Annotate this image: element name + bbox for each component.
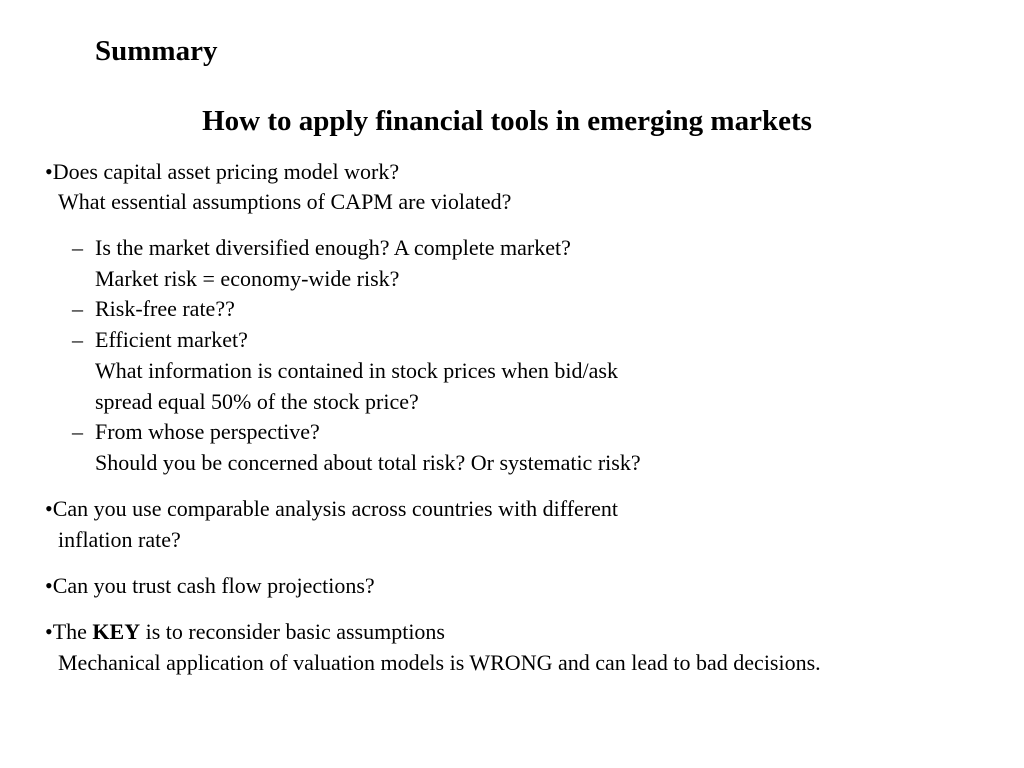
sub-bullet-perspective-continuation: Should you be concerned about total risk? Or systematic risk? xyxy=(95,450,641,475)
bullet-comparable-analysis-continuation: inflation rate? xyxy=(58,527,181,552)
sub-bullet-efficient-market xyxy=(72,325,248,355)
sub-bullet-diversified xyxy=(72,233,571,263)
bullet-capm-continuation: What essential assumptions of CAPM are violated? xyxy=(58,189,512,214)
bullet-marker: • xyxy=(45,619,53,644)
sub-bullet-perspective-text: From whose perspective? xyxy=(95,419,320,444)
sub-bullet-risk-free xyxy=(72,294,235,324)
sub-bullet-diversified-continuation: Market risk = economy-wide risk? xyxy=(95,266,400,291)
bullet-marker: • xyxy=(45,496,53,521)
bullet-capm-text: Does capital asset pricing model work? xyxy=(52,159,400,184)
bullet-marker: • xyxy=(45,573,53,598)
slide-heading: Summary xyxy=(95,35,218,67)
dash-marker: – xyxy=(72,296,83,321)
bullet-key-continuation: Mechanical application of valuation models is WRONG and can lead to bad decisions. xyxy=(58,650,821,675)
bullet-key-emphasis: KEY xyxy=(92,619,141,644)
bullet-cash-flow xyxy=(45,571,375,601)
dash-marker: – xyxy=(72,419,83,444)
sub-bullet-efficient-market-continuation-2: spread equal 50% of the stock price? xyxy=(95,389,419,414)
bullet-key xyxy=(45,617,445,647)
bullet-cash-flow-text: Can you trust cash flow projections? xyxy=(52,573,375,598)
bullet-comparable-analysis-text: Can you use comparable analysis across countries with different xyxy=(52,496,619,521)
sub-bullet-efficient-market-text: Efficient market? xyxy=(95,327,248,352)
sub-bullet-perspective xyxy=(72,417,320,447)
bullet-marker: • xyxy=(45,159,53,184)
bullet-key-prefix: The xyxy=(52,619,93,644)
sub-bullet-risk-free-text: Risk-free rate?? xyxy=(95,296,235,321)
bullet-key-suffix: is to reconsider basic assumptions xyxy=(140,619,445,644)
sub-bullet-efficient-market-continuation-1: What information is contained in stock prices when bid/ask xyxy=(95,358,618,383)
slide-subtitle: How to apply financial tools in emerging markets xyxy=(202,105,812,137)
bullet-comparable-analysis xyxy=(45,494,618,524)
bullet-capm xyxy=(45,157,399,187)
dash-marker: – xyxy=(72,235,83,260)
sub-bullet-diversified-text: Is the market diversified enough? A complete market? xyxy=(95,235,571,260)
dash-marker: – xyxy=(72,327,83,352)
